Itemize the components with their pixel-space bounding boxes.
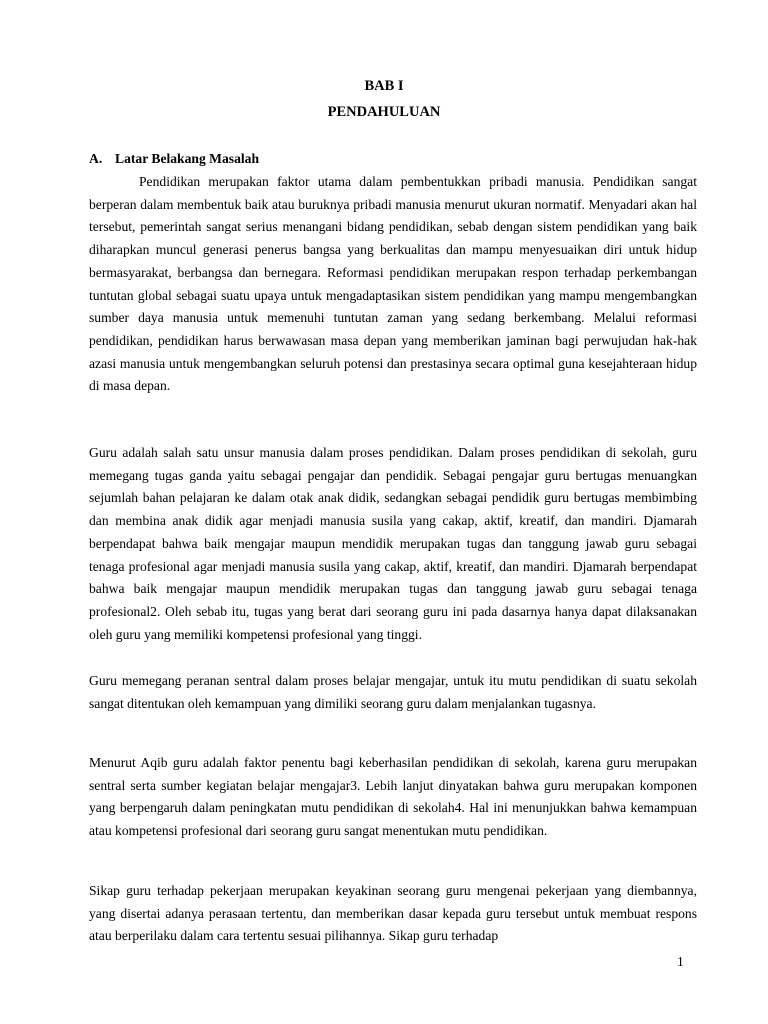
- paragraph-2: Guru adalah salah satu unsur manusia dalam proses pendidikan. Dalam proses pendidikan di sekolah, guru memegang tugas ganda yaitu sebagai pengajar dan pendidik. Sebagai pengajar guru bertugas menuangkan sejumlah bahan pelajaran ke dalam otak anak didik, sedangkan sebagai pendidik guru bertugas membimbing dan membina anak didik agar menjadi manusia susila yang cakap, aktif, kreatif, dan mandiri. Djamarah berpendapat bahwa baik mengajar maupun mendidik merupakan tugas dan tanggung jawab guru sebagai tenaga profesional agar menjadi manusia susila yang cakap, aktif, kreatif, dan mandiri. Djamarah berpendapat bahwa baik mengajar maupun mendidik merupakan tugas dan tanggung jawab guru sebagai tenaga profesional2. Oleh sebab itu, tugas yang berat dari seorang guru ini pada dasarnya hanya dapat dilaksanakan oleh guru yang memiliki kompetensi profesional yang tinggi.: [89, 445, 697, 642]
- chapter-heading: BAB I: [364, 78, 404, 94]
- paragraph-3: Guru memegang peranan sentral dalam proses belajar mengajar, untuk itu mutu pendidikan di suatu sekolah sangat ditentukan oleh kemampuan yang dimiliki seorang guru dalam menjalankan tugasnya.: [89, 673, 697, 711]
- paragraph-5: Sikap guru terhadap pekerjaan merupakan keyakinan seorang guru mengenai pekerjaan yang diembannya, yang disertai adanya perasaan tertentu, dan memberikan dasar kepada guru tersebut untuk membuat respons atau berperilaku dalam cara tertentu sesuai pilihannya. Sikap guru terhadap: [89, 883, 697, 944]
- section-heading: [89, 151, 259, 167]
- chapter-title: PENDAHULUAN: [327, 104, 441, 120]
- paragraph-4: Menurut Aqib guru adalah faktor penentu bagi keberhasilan pendidikan di sekolah, karena guru merupakan sentral serta sumber kegiatan belajar mengajar3. Lebih lanjut dinyatakan bahwa guru merupakan komponen yang berpengaruh dalam peningkatan mutu pendidikan di sekolah4. Hal ini menunjukkan bahwa kemampuan atau kompetensi profesional dari seorang guru sangat menentukan mutu pendidikan.: [89, 755, 697, 839]
- page-number: 1: [677, 954, 684, 969]
- section-number: A.: [89, 151, 103, 166]
- section-title: Latar Belakang Masalah: [115, 151, 260, 166]
- paragraph-1: Pendidikan merupakan faktor utama dalam pembentukkan pribadi manusia. Pendidikan sangat berperan dalam membentuk baik atau buruknya pribadi manusia menurut ukuran normatif. Menyadari akan hal tersebut, pemerintah sangat serius menangani bidang pendidikan, sebab dengan sistem pendidikan yang baik diharapkan muncul generasi penerus bangsa yang berkualitas dan mampu menyesuaikan diri untuk hidup bermasyarakat, berbangsa dan bernegara. Reformasi pendidikan merupakan respon terhadap perkembangan tuntutan global sebagai suatu upaya untuk mengadaptasikan sistem pendidikan yang mampu mengembangkan sumber daya manusia untuk memenuhi tuntutan zaman yang sedang berkembang. Melalui reformasi pendidikan, pendidikan harus berwawasan masa depan yang memberikan jaminan bagi perwujudan hak-hak azasi manusia untuk mengembangkan seluruh potensi dan prestasinya secara optimal guna kesejahteraan hidup di masa depan.: [89, 174, 697, 394]
